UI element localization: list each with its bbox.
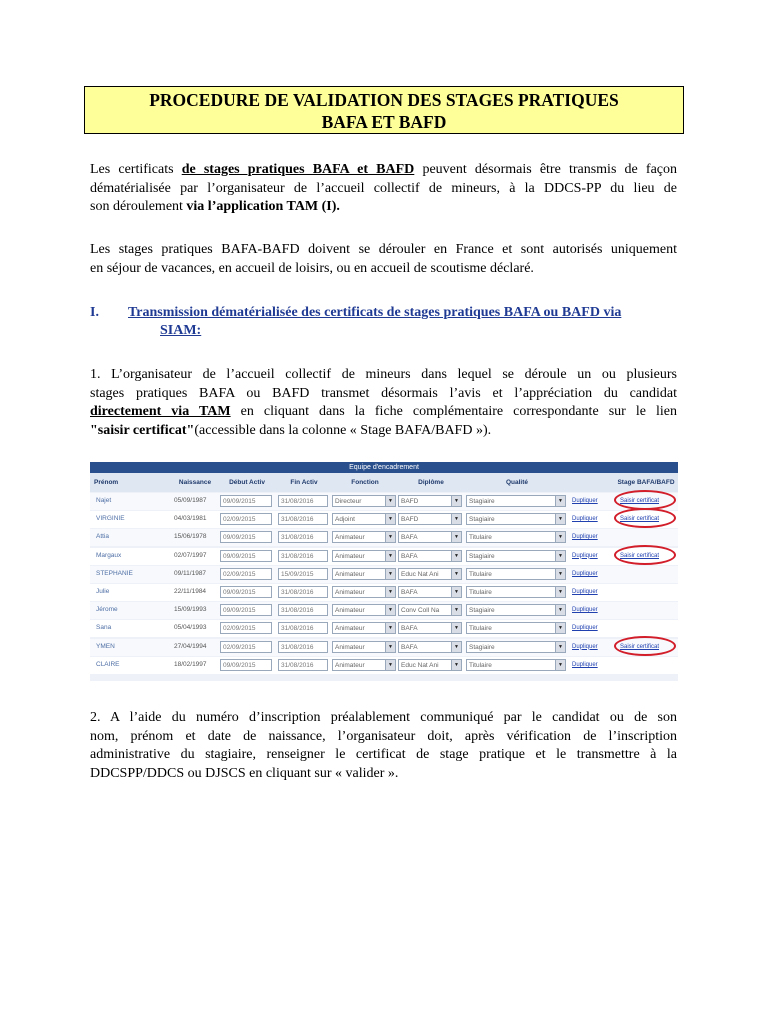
chevron-down-icon: ▼: [385, 496, 395, 506]
naissance-cell: 27/04/1994: [174, 642, 207, 650]
debut-activ-input[interactable]: 09/09/2015: [220, 495, 272, 507]
column-header: Début Activ: [229, 479, 265, 486]
dupliquer-link[interactable]: Dupliquer: [572, 643, 598, 650]
prenom-cell: Attia: [96, 533, 110, 541]
step1-link-name: "saisir certificat": [90, 422, 195, 438]
prenom-cell: YMEN: [96, 642, 115, 650]
chevron-down-icon: ▼: [385, 623, 395, 633]
chevron-down-icon: ▼: [555, 605, 565, 615]
chevron-down-icon: ▼: [451, 496, 461, 506]
column-header: Diplôme: [418, 479, 444, 486]
column-header: Fin Activ: [290, 479, 318, 486]
fonction-select-value: Adjoint: [335, 516, 355, 524]
diplome-select[interactable]: [398, 531, 462, 543]
section-title-line-1: Transmission dématérialisée des certificats de stages pratiques BAFA ou BAFD via: [128, 305, 622, 320]
diplome-select-value: BAFA: [401, 625, 418, 633]
saisir-certificat-link[interactable]: Saisir certificat: [620, 516, 660, 523]
prenom-cell: Julie: [96, 588, 110, 595]
fin-activ-input[interactable]: 31/08/2016: [278, 531, 328, 543]
chevron-down-icon: ▼: [385, 660, 395, 670]
diplome-select[interactable]: [398, 550, 462, 562]
fonction-select-value: Animateur: [335, 552, 365, 560]
diplome-select-value: BAFD: [401, 516, 419, 524]
qualite-select[interactable]: [466, 495, 566, 507]
chevron-down-icon: ▼: [385, 605, 395, 615]
highlight-circle: [614, 636, 676, 656]
fonction-select[interactable]: [332, 641, 396, 653]
chevron-down-icon: ▼: [555, 587, 565, 597]
column-header: Qualité: [505, 479, 529, 486]
naissance-cell: 15/09/1993: [174, 606, 207, 614]
section-number: I.: [90, 305, 99, 320]
naissance-cell: 15/06/1978: [174, 533, 207, 541]
prenom-cell: STEPHANIE: [96, 569, 133, 577]
diplome-select-value: Conv Coll Na: [401, 607, 440, 615]
prenom-cell: Jérome: [96, 606, 118, 614]
fin-activ-input[interactable]: 31/08/2016: [278, 622, 328, 634]
debut-activ-input[interactable]: 09/09/2015: [220, 586, 272, 598]
fonction-select-value: Animateur: [335, 625, 365, 633]
column-header: Naissance: [178, 479, 212, 486]
debut-activ-input[interactable]: 02/09/2015: [220, 568, 272, 580]
qualite-select-value: Stagiaire: [469, 552, 495, 560]
table-row: [90, 566, 678, 583]
naissance-cell: 05/09/1987: [174, 497, 207, 504]
column-header: Fonction: [351, 479, 379, 486]
debut-activ-input[interactable]: 02/09/2015: [220, 513, 272, 525]
diplome-select[interactable]: [398, 568, 462, 580]
prenom-cell: Najet: [96, 497, 112, 504]
chevron-down-icon: ▼: [451, 587, 461, 597]
fonction-select[interactable]: [332, 531, 396, 543]
chevron-down-icon: ▼: [555, 514, 565, 524]
qualite-select-value: Titulaire: [469, 534, 492, 542]
diplome-select[interactable]: [398, 586, 462, 598]
chevron-down-icon: ▼: [385, 642, 395, 652]
table-row: [90, 584, 678, 601]
debut-activ-input[interactable]: 09/09/2015: [220, 550, 272, 562]
fonction-select[interactable]: [332, 568, 396, 580]
dupliquer-link[interactable]: Dupliquer: [572, 625, 598, 632]
intro-paragraph: Les certificats de stages pratiques BAFA et BAFD peuvent désormais être transmis de façon dématérialisée par l’organisateur de l’accueil collectif de mineurs, à la DDCS-PP du lieu de son déroulement via l’application TAM (I).: [90, 162, 677, 214]
chevron-down-icon: ▼: [555, 569, 565, 579]
naissance-cell: 18/02/1997: [174, 660, 207, 668]
fin-activ-input[interactable]: 31/08/2016: [278, 659, 328, 671]
debut-activ-input[interactable]: 09/09/2015: [220, 531, 272, 543]
diplome-select-value: BAFD: [401, 498, 419, 505]
qualite-select[interactable]: [466, 604, 566, 616]
fonction-select[interactable]: [332, 659, 396, 671]
dupliquer-link[interactable]: Dupliquer: [572, 552, 598, 559]
fonction-select[interactable]: [332, 550, 396, 562]
qualite-select-value: Stagiaire: [469, 607, 495, 615]
fin-activ-input[interactable]: 31/08/2016: [278, 586, 328, 598]
step2-paragraph: 2. A l’aide du numéro d’inscription préalablement communiqué par le candidat ou de son nom, prénom et date de naissance, l’organisateur doit, après vérification de l’inscription administrative du stagiaire, renseigner le certificat de stage pratique et le transmettre à la DDCSPP/DDCS ou DJSCS en cliquant sur « valider ».: [90, 710, 677, 781]
fin-activ-input[interactable]: 31/08/2016: [278, 550, 328, 562]
column-header: Prénom: [94, 479, 119, 486]
dupliquer-link[interactable]: Dupliquer: [572, 661, 598, 668]
prenom-cell: CLAIRE: [96, 660, 120, 668]
fonction-select[interactable]: [332, 586, 396, 598]
chevron-down-icon: ▼: [555, 496, 565, 506]
chevron-down-icon: ▼: [385, 514, 395, 524]
highlight-circle: [614, 490, 676, 510]
qualite-select-value: Stagiaire: [469, 516, 495, 524]
dupliquer-link[interactable]: Dupliquer: [572, 589, 598, 595]
column-header: Stage BAFA/BAFD: [617, 479, 675, 486]
diplome-select[interactable]: [398, 495, 462, 507]
diplome-select-value: BAFA: [401, 534, 418, 542]
table-row: [90, 602, 678, 619]
team-table-header: Equipe d'encadrement: [90, 462, 678, 473]
chevron-down-icon: ▼: [451, 642, 461, 652]
fonction-select-value: Animateur: [335, 570, 365, 578]
column-header: [570, 473, 614, 492]
diplome-select[interactable]: [398, 622, 462, 634]
naissance-cell: 04/03/1981: [174, 515, 207, 523]
qualite-select[interactable]: [466, 659, 566, 671]
fin-activ-input[interactable]: 31/08/2016: [278, 604, 328, 616]
fonction-select-value: Animateur: [335, 589, 365, 596]
prenom-cell: Margaux: [96, 551, 122, 559]
qualite-select[interactable]: [466, 568, 566, 580]
diplome-select[interactable]: [398, 513, 462, 525]
diplome-select-value: Educ Nat Ani: [401, 661, 439, 669]
debut-activ-input[interactable]: 09/09/2015: [220, 659, 272, 671]
qualite-select-value: Titulaire: [469, 589, 492, 596]
chevron-down-icon: ▼: [555, 623, 565, 633]
fonction-select[interactable]: [332, 622, 396, 634]
team-table-columns: [90, 473, 678, 492]
diplome-select[interactable]: [398, 641, 462, 653]
table-row: [90, 620, 678, 637]
chevron-down-icon: ▼: [385, 569, 395, 579]
chevron-down-icon: ▼: [451, 551, 461, 561]
fonction-select-value: Animateur: [335, 534, 365, 542]
qualite-select[interactable]: [466, 586, 566, 598]
naissance-cell: 02/07/1997: [174, 551, 207, 559]
chevron-down-icon: ▼: [451, 605, 461, 615]
table-row: [90, 529, 678, 546]
chevron-down-icon: ▼: [555, 551, 565, 561]
dupliquer-link[interactable]: Dupliquer: [572, 570, 598, 577]
debut-activ-input[interactable]: 02/09/2015: [220, 622, 272, 634]
dupliquer-link[interactable]: Dupliquer: [572, 534, 598, 541]
qualite-select[interactable]: [466, 641, 566, 653]
fonction-select-value: Directeur: [335, 498, 362, 505]
chevron-down-icon: ▼: [555, 660, 565, 670]
title-line-1: PROCEDURE DE VALIDATION DES STAGES PRATIQUES: [149, 90, 619, 110]
qualite-select-value: Titulaire: [469, 570, 492, 578]
diplome-select-value: BAFA: [401, 643, 418, 651]
fonction-select[interactable]: [332, 604, 396, 616]
fin-activ-input[interactable]: 15/09/2015: [278, 568, 328, 580]
chevron-down-icon: ▼: [385, 532, 395, 542]
debut-activ-input[interactable]: 09/09/2015: [220, 604, 272, 616]
chevron-down-icon: ▼: [451, 623, 461, 633]
naissance-cell: 05/04/1993: [174, 624, 207, 632]
prenom-cell: VIRGINIE: [96, 515, 125, 523]
dupliquer-link[interactable]: Dupliquer: [572, 498, 598, 504]
table-row: [90, 639, 678, 656]
section-title-line-2: SIAM:: [160, 323, 202, 338]
intro-emphasis: de stages pratiques BAFA et BAFD: [181, 162, 415, 177]
fonction-select-value: Animateur: [335, 661, 365, 669]
qualite-select-value: Titulaire: [469, 661, 492, 669]
saisir-certificat-link[interactable]: Saisir certificat: [620, 552, 660, 559]
intro-tam: via l’application TAM (I).: [186, 199, 340, 214]
prenom-cell: Sana: [96, 624, 112, 632]
fin-activ-input[interactable]: 31/08/2016: [278, 641, 328, 653]
naissance-cell: 22/11/1984: [174, 588, 207, 595]
document-title: [84, 86, 684, 134]
highlight-circle: [614, 508, 676, 528]
dupliquer-link[interactable]: Dupliquer: [572, 516, 598, 523]
qualite-select[interactable]: [466, 622, 566, 634]
chevron-down-icon: ▼: [451, 532, 461, 542]
qualite-select-value: Stagiaire: [469, 643, 495, 651]
chevron-down-icon: ▼: [385, 587, 395, 597]
chevron-down-icon: ▼: [555, 642, 565, 652]
fonction-select-value: Animateur: [335, 607, 365, 615]
chevron-down-icon: ▼: [555, 532, 565, 542]
debut-activ-input[interactable]: 02/09/2015: [220, 641, 272, 653]
chevron-down-icon: ▼: [451, 514, 461, 524]
diplome-select[interactable]: [398, 604, 462, 616]
dupliquer-link[interactable]: Dupliquer: [572, 607, 598, 614]
fin-activ-input[interactable]: 31/08/2016: [278, 513, 328, 525]
team-table-screenshot: [90, 462, 678, 681]
fin-activ-input[interactable]: 31/08/2016: [278, 495, 328, 507]
qualite-select[interactable]: [466, 513, 566, 525]
diplome-select-value: BAFA: [401, 552, 418, 560]
naissance-cell: 09/11/1987: [174, 569, 207, 577]
chevron-down-icon: ▼: [451, 660, 461, 670]
qualite-select[interactable]: [466, 531, 566, 543]
fonction-select[interactable]: [332, 495, 396, 507]
table-row: [90, 493, 678, 510]
saisir-certificat-link[interactable]: Saisir certificat: [620, 498, 660, 504]
table-row: [90, 657, 678, 674]
diplome-select[interactable]: [398, 659, 462, 671]
table-row: [90, 548, 678, 565]
qualite-select[interactable]: [466, 550, 566, 562]
chevron-down-icon: ▼: [451, 569, 461, 579]
fonction-select-value: Animateur: [335, 643, 365, 651]
title-line-2: BAFA ET BAFD: [321, 112, 447, 132]
qualite-select-value: Titulaire: [469, 625, 492, 633]
table-row: [90, 511, 678, 528]
step1-emphasis: directement via TAM: [90, 404, 231, 419]
diplome-select-value: BAFA: [401, 589, 418, 596]
highlight-circle: [614, 545, 676, 565]
step1-paragraph: 1. L’organisateur de l’accueil collectif de mineurs dans lequel se déroule un ou plusieurs stages pratiques BAFA ou BAFD transmet désormais l’avis et l’appréciation du candidat directement via TAM en cliquant dans la fiche complémentaire correspondante sur le lien "saisir certificat"(accessible dans la colonne « Stage BAFA/BAFD »).: [90, 367, 677, 438]
scope-paragraph: Les stages pratiques BAFA-BAFD doivent se dérouler en France et sont autorisés uniquement en séjour de vacances, en accueil de loisirs, ou en accueil de scoutisme déclaré.: [90, 242, 677, 276]
qualite-select-value: Stagiaire: [469, 498, 495, 505]
chevron-down-icon: ▼: [385, 551, 395, 561]
fonction-select[interactable]: [332, 513, 396, 525]
diplome-select-value: Educ Nat Ani: [401, 570, 439, 578]
saisir-certificat-link[interactable]: Saisir certificat: [620, 643, 660, 650]
